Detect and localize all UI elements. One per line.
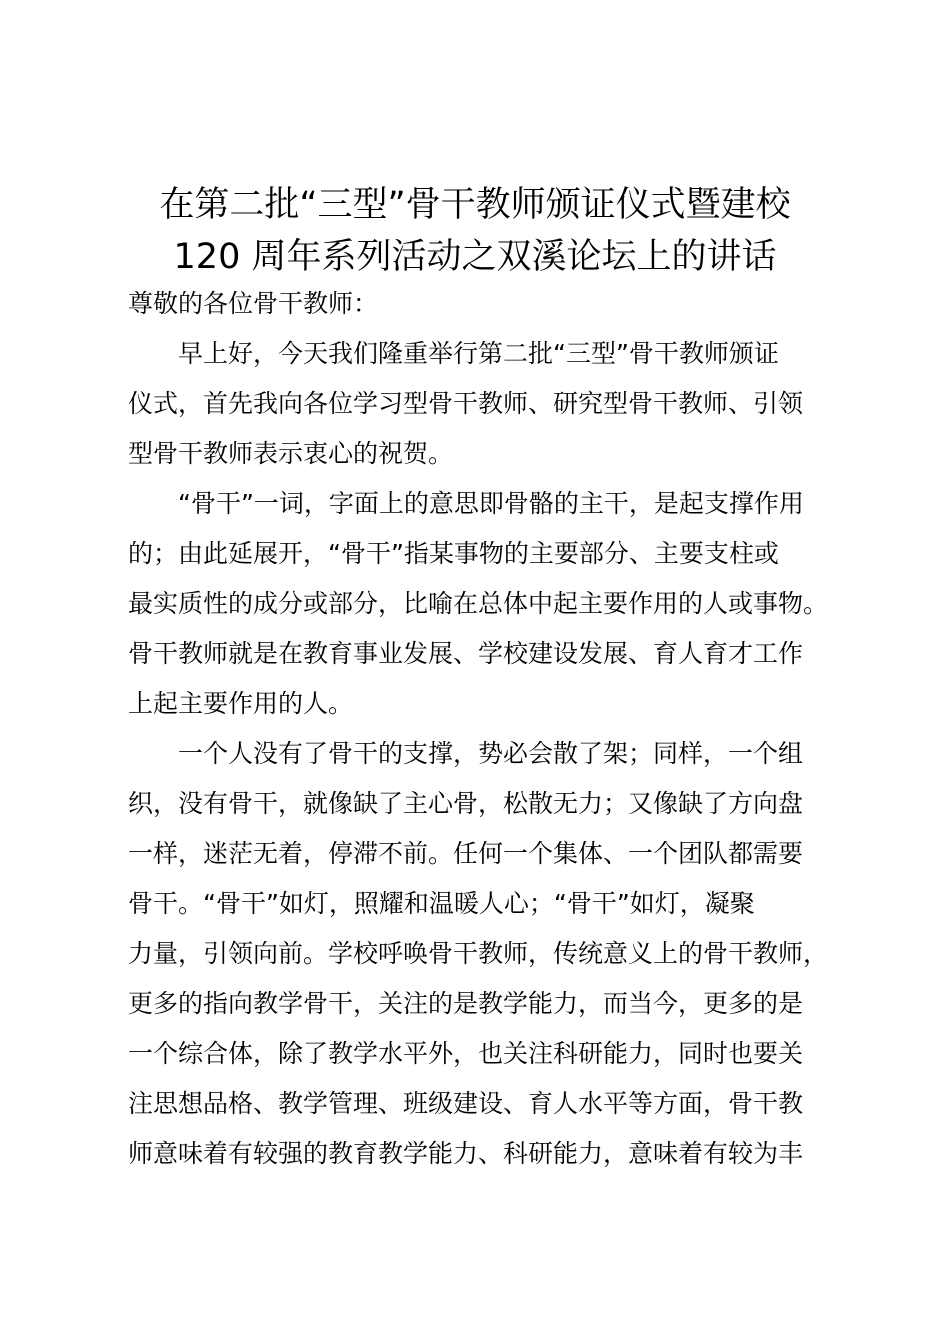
body-line: 骨干教师就是在教育事业发展、学校建设发展、育人育才工作 <box>128 639 804 668</box>
body-line: 骨干。“骨干”如灯，照耀和温暖人心；“骨干”如灯，凝聚 <box>128 889 755 918</box>
body-line: 注思想品格、教学管理、班级建设、育人水平等方面，骨干教 <box>128 1089 804 1118</box>
body-line: 早上好，今天我们隆重举行第二批“三型”骨干教师颁证 <box>128 339 779 368</box>
body-line: 更多的指向教学骨干，关注的是教学能力，而当今，更多的是 <box>128 989 804 1018</box>
body-line: 一样，迷茫无着，停滞不前。任何一个集体、一个团队都需要 <box>128 839 804 868</box>
body-line: 师意味着有较强的教育教学能力、科研能力，意味着有较为丰 <box>128 1139 804 1168</box>
title-line-1: 在第二批“三型”骨干教师颁证仪式暨建校 <box>159 185 791 225</box>
body-line: 力量，引领向前。学校呼唤骨干教师，传统意义上的骨干教师， <box>128 939 829 968</box>
body-line: 最实质性的成分或部分，比喻在总体中起主要作用的人或事物。 <box>128 589 829 618</box>
salutation: 尊敬的各位骨干教师： <box>128 289 379 318</box>
body-line: 一个人没有了骨干的支撑，势必会散了架；同样，一个组 <box>128 739 804 768</box>
body-line: “骨干”一词，字面上的意思即骨骼的主干，是起支撑作用 <box>128 489 804 518</box>
title-line-2: 120 周年系列活动之双溪论坛上的讲话 <box>173 237 777 277</box>
body-line: 型骨干教师表示衷心的祝贺。 <box>128 439 454 468</box>
body-line: 的；由此延展开，“骨干”指某事物的主要部分、主要支柱或 <box>128 539 779 568</box>
body-line: 一个综合体，除了教学水平外，也关注科研能力，同时也要关 <box>128 1039 804 1068</box>
body-line: 上起主要作用的人。 <box>128 689 354 718</box>
body-line: 仪式，首先我向各位学习型骨干教师、研究型骨干教师、引领 <box>128 389 804 418</box>
body-line: 织，没有骨干，就像缺了主心骨，松散无力；又像缺了方向盘 <box>128 789 804 818</box>
